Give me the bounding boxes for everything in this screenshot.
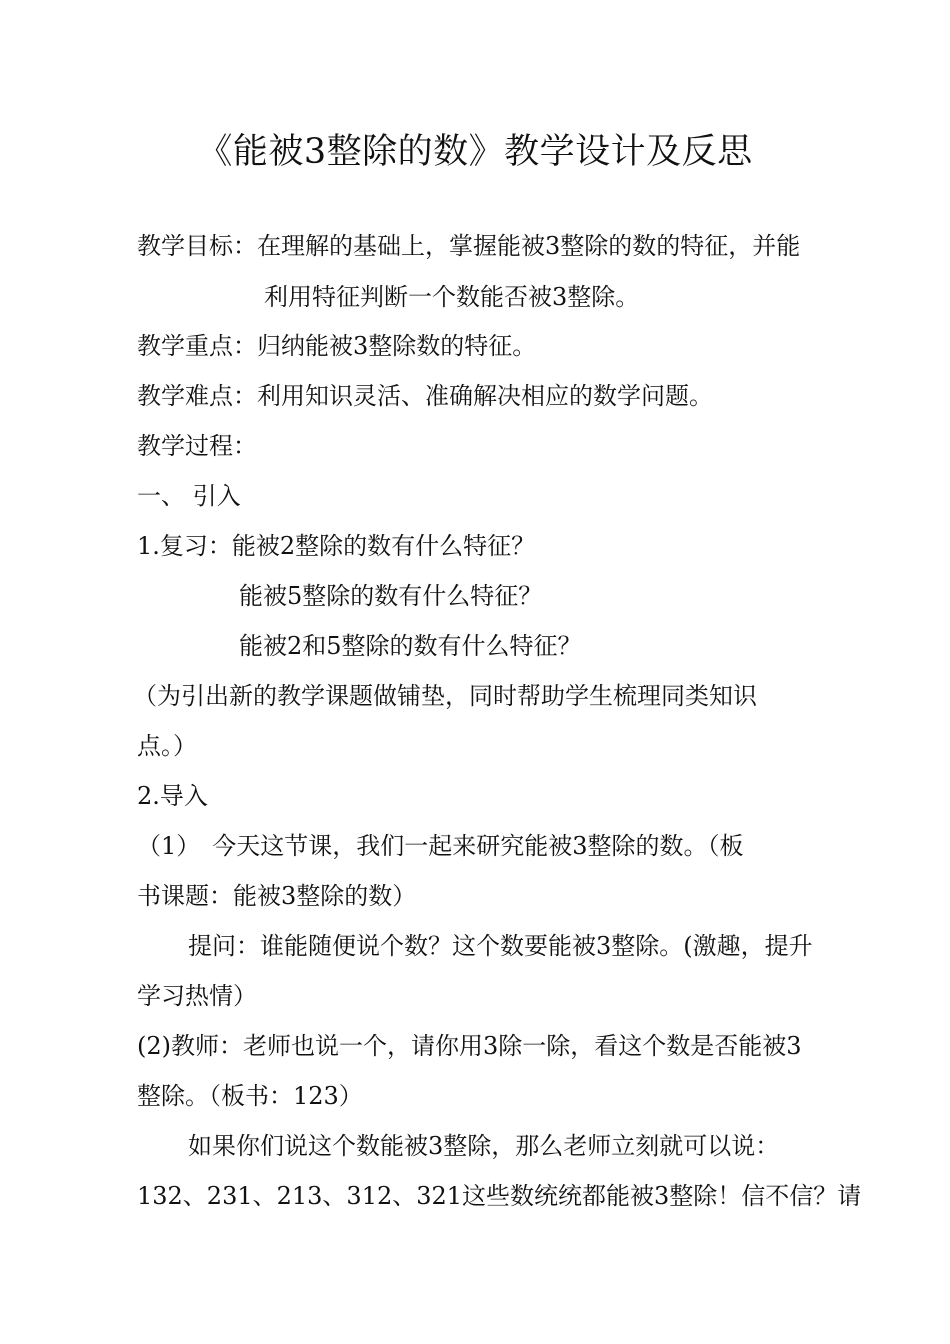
objective-line-1 <box>137 230 857 262</box>
intro-heading: 2.导入 <box>137 782 208 810</box>
intro-paragraph-1-line-2: 书课题：能被3整除的数） <box>137 882 417 910</box>
review-question-2: 能被5整除的数有什么特征？ <box>239 582 543 610</box>
review-question-3: 能被2和5整除的数有什么特征？ <box>239 632 582 660</box>
intro-paragraph-4-line-1: 如果你们说这个数能被3整除，那么老师立刻就可以说： <box>188 1132 780 1160</box>
focus-line: 教学重点：归纳能被3整除数的特征。 <box>137 332 537 360</box>
intro-paragraph-2-line-1: 提问：谁能随便说个数？这个数要能被3整除。(激趣，提升 <box>188 932 813 960</box>
intro-paragraph-3-line-2: 整除。（板书：123） <box>137 1082 363 1110</box>
section-1-heading: 一、 引入 <box>137 482 241 510</box>
process-heading: 教学过程： <box>137 432 257 460</box>
objective-label: 教学目标： <box>137 232 257 260</box>
review-note-line-1: （为引出新的教学课题做铺垫，同时帮助学生梳理同类知识 <box>133 682 757 710</box>
document-title: 《能被3整除的数》教学设计及反思 <box>197 132 753 172</box>
intro-paragraph-4-line-2: 132、231、213、312、321这些数统统都能被3整除！信不信？请 <box>137 1182 862 1210</box>
intro-paragraph-3-line-1: (2)教师：老师也说一个，请你用3除一除，看这个数是否能被3 <box>137 1032 802 1060</box>
review-note-line-2: 点。） <box>137 732 197 760</box>
difficulty-line: 教学难点：利用知识灵活、准确解决相应的数学问题。 <box>137 382 713 410</box>
intro-paragraph-1-line-1: （1） 今天这节课，我们一起来研究能被3整除的数。（板 <box>137 832 744 860</box>
intro-paragraph-2-line-2: 学习热情） <box>137 982 257 1010</box>
objective-text: 在理解的基础上，掌握能被3整除的数的特征，并能 <box>257 232 801 260</box>
review-question-1: 1.复习：能被2整除的数有什么特征？ <box>137 532 536 560</box>
objective-line-2: 利用特征判断一个数能否被3整除。 <box>264 283 640 311</box>
